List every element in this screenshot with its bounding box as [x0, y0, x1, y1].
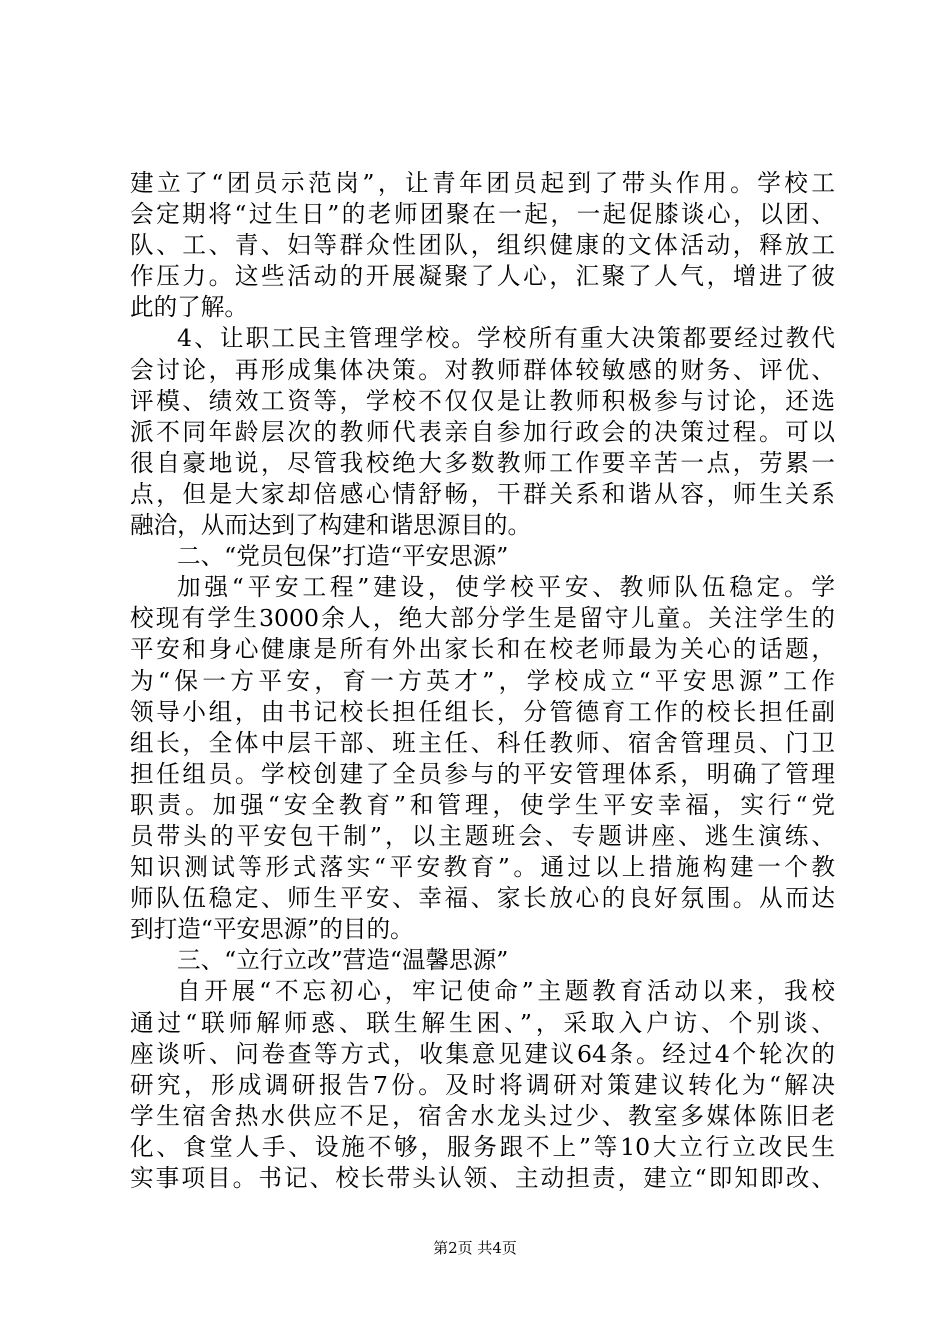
page-footer: 第2页 共4页 [433, 1239, 517, 1257]
text-line: 会讨论，再形成集体决策。对教师群体较敏感的财务、评优、 [130, 355, 835, 384]
text-line: 平安和身心健康是所有外出家长和在校老师最为关心的话题， [130, 635, 835, 664]
text-line: 化、食堂人手、设施不够，服务跟不上”等10大立行立改民生 [130, 1132, 835, 1161]
text-line: 职责。加强“安全教育”和管理，使学生平安幸福，实行“党 [130, 790, 835, 819]
text-line: 座谈听、问卷查等方式，收集意见建议64条。经过4个轮次的 [130, 1039, 835, 1068]
text-line: 通过“联师解师惑、联生解生困、”，采取入户访、个别谈、 [130, 1008, 835, 1037]
text-line: 派不同年龄层次的教师代表亲自参加行政会的决策过程。可以 [130, 417, 835, 446]
text-line: 到打造“平安思源”的目的。 [130, 915, 414, 944]
text-line: 师队伍稳定、师生平安、幸福、家长放心的良好氛围。从而达 [130, 884, 835, 913]
text-line: 校现有学生3000余人，绝大部分学生是留守儿童。关注学生的 [130, 604, 835, 633]
text-line: 为“保一方平安，育一方英才”，学校成立“平安思源”工作 [130, 666, 835, 695]
text-line: 研究，形成调研报告7份。及时将调研对策建议转化为“解决 [130, 1070, 835, 1099]
text-line: 会定期将“过生日”的老师团聚在一起，一起促膝谈心，以团、 [130, 200, 835, 229]
text-line: 学生宿舍热水供应不足，宿舍水龙头过少、教室多媒体陈旧老 [130, 1101, 835, 1130]
paragraph-start-line: 加强“平安工程”建设，使学校平安、教师队伍稳定。学 [177, 573, 835, 602]
text-line: 知识测试等形式落实“平安教育”。通过以上措施构建一个教 [130, 853, 835, 882]
text-line: 建立了“团员示范岗”，让青年团员起到了带头作用。学校工 [130, 169, 835, 197]
document-body [130, 168, 835, 1194]
text-line: 很自豪地说，尽管我校绝大多数教师工作要辛苦一点，劳累一 [130, 448, 835, 477]
section-heading: 三、“立行立改”营造“温馨思源” [177, 946, 509, 975]
text-line: 担任组员。学校创建了全员参与的平安管理体系，明确了管理 [130, 759, 835, 788]
text-line: 融洽，从而达到了构建和谐思源目的。 [130, 511, 532, 540]
text-line: 实事项目。书记、校长带头认领、主动担责，建立“即知即改、 [130, 1164, 835, 1192]
text-line: 作压力。这些活动的开展凝聚了人心，汇聚了人气，增进了彼 [130, 262, 835, 291]
section-heading: 二、“党员包保”打造“平安思源” [177, 542, 509, 571]
text-line: 评模、绩效工资等，学校不仅仅是让教师积极参与讨论，还选 [130, 386, 835, 415]
text-line: 组长，全体中层干部、班主任、科任教师、宿舍管理员、门卫 [130, 728, 835, 757]
paragraph-start-line: 自开展“不忘初心，牢记使命”主题教育活动以来，我校 [177, 977, 835, 1006]
text-line: 此的了解。 [130, 293, 248, 322]
text-line: 员带头的平安包干制”，以主题班会、专题讲座、逃生演练、 [130, 821, 835, 850]
text-line: 领导小组，由书记校长担任组长，分管德育工作的校长担任副 [130, 697, 835, 726]
text-line: 队、工、青、妇等群众性团队，组织健康的文体活动，释放工 [130, 231, 835, 260]
text-line: 点，但是大家却倍感心情舒畅，干群关系和谐从容，师生关系 [130, 479, 835, 508]
paragraph-start-line: 4、让职工民主管理学校。学校所有重大决策都要经过教代 [177, 324, 835, 353]
